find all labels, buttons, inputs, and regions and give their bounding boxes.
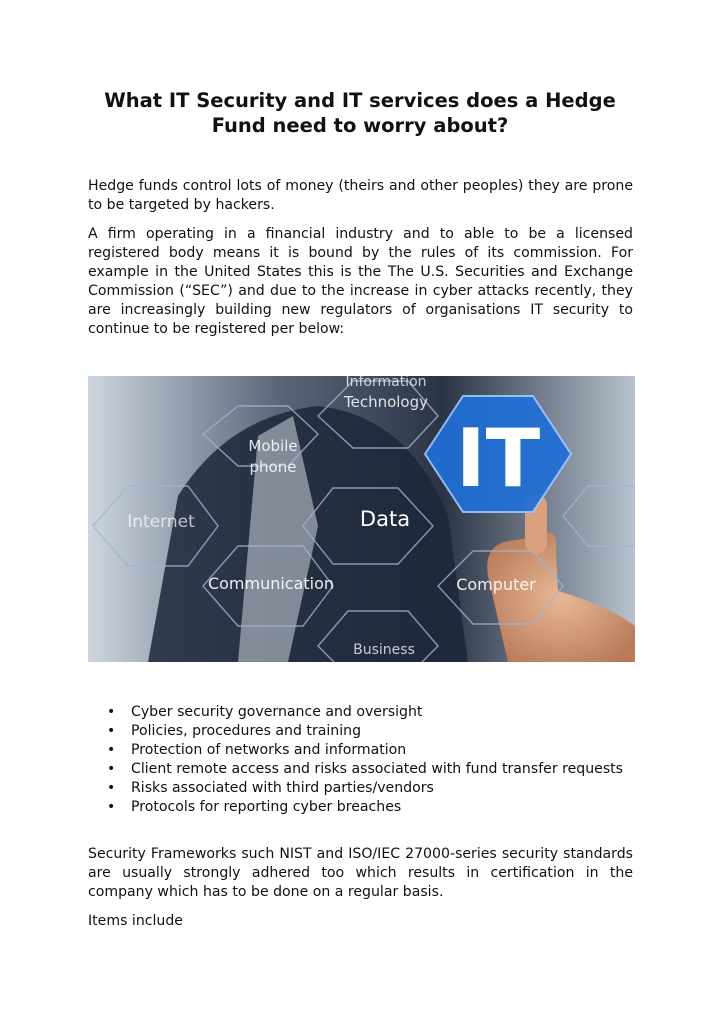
label-computer: Computer <box>456 575 536 594</box>
label-data: Data <box>359 507 411 531</box>
regulation-paragraph: A firm operating in a financial industry and to able to be a licensed registered body means it is bound by the rules of its commission. For example in the United States this is the The U.S. Securities and Exchange Commission (“SEC”) and due to the increase in cyber attacks recently, they are increasingly building new regulators of organisations IT security to continue to be registered per below: <box>88 226 633 338</box>
list-item: • Cyber security governance and oversight <box>88 703 633 722</box>
bullet-icon: • <box>107 761 116 778</box>
bullet-icon: • <box>107 799 116 816</box>
frameworks-paragraph: Security Frameworks such NIST and ISO/IEC 27000-series security standards are usually strongly adhered too which results in certification in the company which has to be done on a regular basis. <box>88 846 633 901</box>
label-phone: phone <box>249 458 297 476</box>
bullet-icon: • <box>107 704 116 720</box>
list-item: • Client remote access and risks associated with fund transfer requests <box>88 760 633 779</box>
bullet-icon: • <box>107 723 116 740</box>
label-information: Information <box>345 376 427 390</box>
label-business: Business <box>353 642 415 658</box>
list-item: • Protocols for reporting cyber breaches <box>88 798 633 817</box>
bullet-icon: • <box>107 780 116 797</box>
security-areas-list <box>88 703 633 818</box>
list-item: • Protection of networks and information <box>88 741 633 760</box>
label-mobile: Mobile <box>248 437 298 455</box>
page-title: What IT Security and IT services does a Hedge Fund need to worry about? <box>104 89 616 137</box>
list-item: • Risks associated with third parties/vendors <box>88 779 633 798</box>
label-internet: Internet <box>127 512 195 532</box>
items-include-text: Items include <box>88 913 183 929</box>
label-communication: Communication <box>207 574 335 593</box>
it-security-illustration <box>88 376 635 662</box>
label-technology: Technology <box>343 393 429 411</box>
label-it: IT <box>455 412 541 505</box>
bullet-icon: • <box>107 742 116 759</box>
list-item: • Policies, procedures and training <box>88 722 633 741</box>
intro-paragraph: Hedge funds control lots of money (theirs and other peoples) they are prone to be targeted by hackers. <box>88 178 633 214</box>
